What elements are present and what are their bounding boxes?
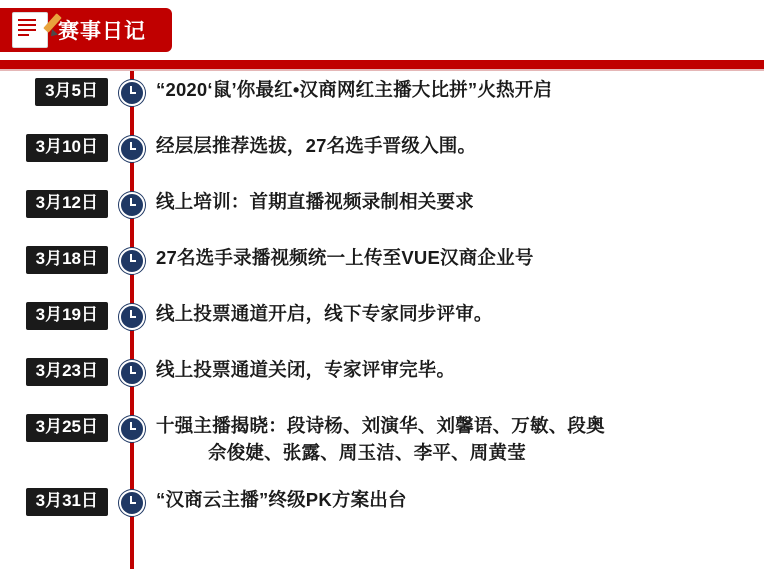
date-badge: 3月10日 <box>26 134 108 162</box>
date-cell <box>0 130 108 162</box>
event-cell <box>156 242 764 272</box>
date-badge: 3月19日 <box>26 302 108 330</box>
clock-icon <box>119 304 145 330</box>
date-badge: 3月5日 <box>35 78 108 106</box>
date-badge: 3月12日 <box>26 190 108 218</box>
event-text: 线上培训：首期直播视频录制相关要求 <box>156 191 474 212</box>
marker-cell <box>108 484 156 516</box>
event-cell <box>156 354 764 384</box>
event-text: 27名选手录播视频统一上传至VUE汉商企业号 <box>156 247 534 268</box>
timeline-row <box>0 410 764 484</box>
timeline-row <box>0 130 764 186</box>
timeline-row <box>0 74 764 130</box>
date-cell <box>0 186 108 218</box>
event-text: “汉商云主播”终级PK方案出台 <box>156 489 407 510</box>
timeline-row <box>0 186 764 242</box>
date-cell <box>0 242 108 274</box>
header-divider <box>0 60 764 69</box>
notebook-pencil-icon <box>12 12 48 48</box>
event-cell <box>156 130 764 160</box>
marker-cell <box>108 130 156 162</box>
event-cell <box>156 74 764 104</box>
event-cell <box>156 484 764 514</box>
timeline-row <box>0 484 764 540</box>
event-text: 十强主播揭晓：段诗杨、刘演华、刘馨语、万敏、段奥 <box>156 415 605 436</box>
date-badge: 3月18日 <box>26 246 108 274</box>
marker-cell <box>108 354 156 386</box>
marker-cell <box>108 410 156 442</box>
clock-icon <box>119 136 145 162</box>
event-text-continued: 佘俊婕、张露、周玉洁、李平、周黄莹 <box>208 441 526 463</box>
clock-icon <box>119 80 145 106</box>
marker-cell <box>108 186 156 218</box>
header-tab <box>0 8 172 52</box>
page-title: 赛事日记 <box>58 20 146 43</box>
date-badge: 3月31日 <box>26 488 108 516</box>
clock-icon <box>119 192 145 218</box>
event-text: 经层层推荐选拔，27名选手晋级入围。 <box>156 135 477 156</box>
date-badge: 3月23日 <box>26 358 108 386</box>
clock-icon <box>119 490 145 516</box>
event-text: “2020‘鼠’你最红•汉商网红主播大比拼”火热开启 <box>156 79 553 100</box>
clock-icon <box>119 360 145 386</box>
event-cell <box>156 410 764 467</box>
timeline-row <box>0 354 764 410</box>
header-divider-thin <box>0 69 764 71</box>
marker-cell <box>108 298 156 330</box>
timeline-list <box>0 74 764 540</box>
date-cell <box>0 74 108 106</box>
clock-icon <box>119 248 145 274</box>
event-cell <box>156 298 764 328</box>
timeline-row <box>0 242 764 298</box>
date-cell <box>0 484 108 516</box>
marker-cell <box>108 242 156 274</box>
date-cell <box>0 298 108 330</box>
date-cell <box>0 410 108 442</box>
event-cell <box>156 186 764 216</box>
event-text: 线上投票通道关闭，专家评审完毕。 <box>156 359 456 380</box>
timeline-row <box>0 298 764 354</box>
event-text: 线上投票通道开启，线下专家同步评审。 <box>156 303 493 324</box>
clock-icon <box>119 416 145 442</box>
marker-cell <box>108 74 156 106</box>
date-cell <box>0 354 108 386</box>
date-badge: 3月25日 <box>26 414 108 442</box>
